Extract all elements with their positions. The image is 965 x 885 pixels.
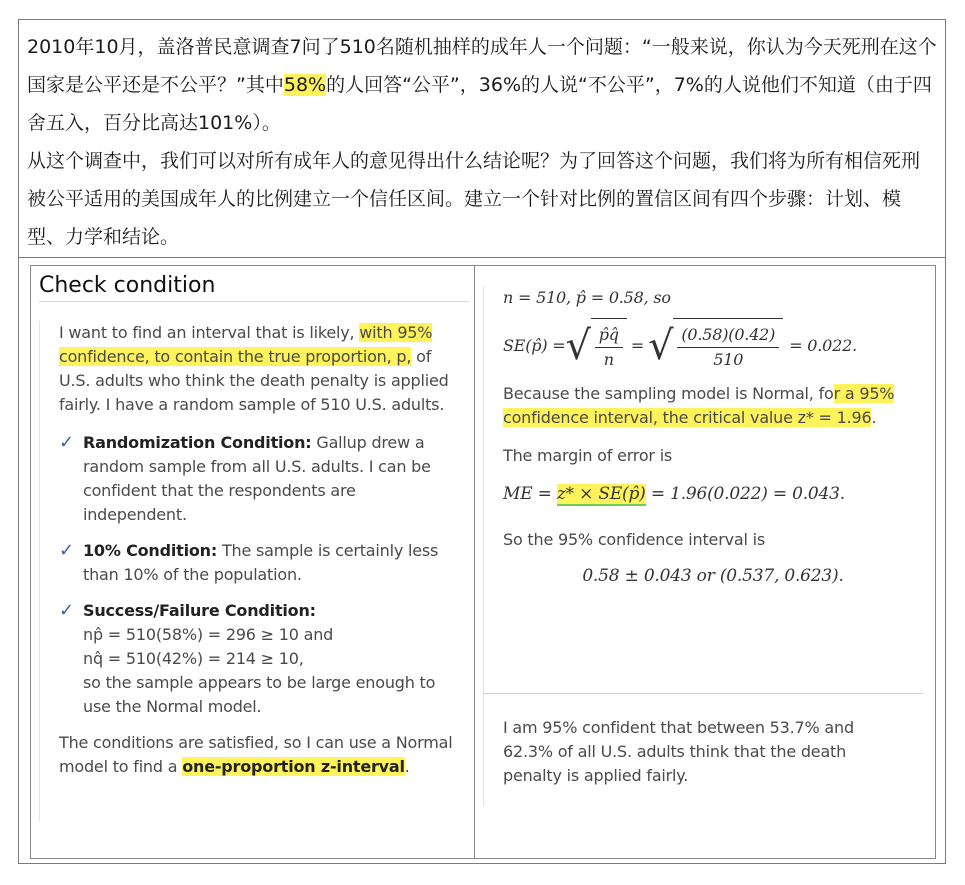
sqrt-2-body (673, 318, 783, 374)
left-margin-line (39, 321, 40, 821)
pq-numerator: p̂q̂ (595, 323, 623, 348)
right-margin-line (483, 286, 484, 806)
final-text-a: The conditions are satisfied, so I can use a Normal model to find a (59, 733, 453, 776)
success-failure-text (83, 599, 459, 719)
right-content (503, 286, 923, 588)
intro-text (27, 28, 937, 256)
plan-paragraph (59, 321, 459, 417)
z-interval-highlight: one-proportion z-interval (182, 757, 405, 776)
check-condition-title: Check condition (39, 273, 216, 298)
sqrt-2 (648, 318, 783, 374)
ten-percent-title: 10% Condition: (83, 541, 218, 560)
radical-icon: √ (648, 323, 674, 369)
left-content (59, 321, 459, 793)
sqrt-1-body (591, 318, 627, 374)
numeric-denominator: 510 (713, 350, 744, 369)
intro-p1-start: 2010年10月，盖洛普民意调查7问了510名随机抽样的成年人一个问题：“一般来说，你认为今天死刑在这个国家是公平还是不公平？”其中 (27, 36, 937, 96)
randomization-condition (59, 431, 459, 527)
margin-of-error-formula (503, 482, 923, 506)
intro-paragraph-2: 从这个调查中，我们可以对所有成年人的意见得出什么结论呢？为了回答这个问题，我们将为所有相信死刑被公平适用的美国成年人的比例建立一个信任区间。建立一个针对比例的置信区间有四个步骤：计划、模型、力学和结论。 (27, 150, 921, 248)
equals-sign: = (630, 336, 645, 355)
crit-text-b: . (871, 408, 877, 427)
given-values: n = 510, p̂ = 0.58, so (503, 288, 671, 307)
standard-error-formula (503, 314, 923, 378)
sqrt-1 (565, 318, 626, 374)
randomization-title: Randomization Condition: (83, 433, 312, 452)
randomization-text (83, 431, 459, 527)
numeric-numerator: (0.58)(0.42) (677, 323, 779, 348)
se-lhs: SE(p̂) = (503, 336, 566, 355)
ten-percent-condition (59, 539, 459, 587)
textbook-figure (30, 265, 936, 859)
radical-icon: √ (565, 323, 591, 369)
critical-value-paragraph (503, 382, 923, 430)
critical-value-highlight: r a 95% confidence interval, the critical value z* = 1.96 (503, 384, 895, 427)
success-failure-title: Success/Failure Condition: (83, 601, 316, 620)
me-rhs: = 1.96(0.022) = 0.043. (650, 484, 845, 504)
highlight-58: 58% (283, 74, 327, 96)
ten-percent-text (83, 539, 459, 587)
numeric-fraction (677, 323, 779, 372)
plan-text-a: I want to find an interval that is likely, (59, 323, 355, 342)
checkmark-icon: ✓ (59, 540, 74, 561)
final-text-b: . (404, 757, 410, 776)
ci-label: So the 95% confidence interval is (503, 530, 765, 549)
check-condition-panel (31, 266, 474, 858)
conclusion-divider (483, 693, 923, 694)
confidence-interval: 0.58 ± 0.043 or (0.537, 0.623). (582, 566, 844, 586)
ten-percent-body: The sample is certainly less than 10% of the population. (83, 541, 439, 584)
se-result: = 0.022. (789, 336, 857, 355)
page-frame (18, 19, 946, 864)
title-rule (39, 301, 469, 302)
plan-highlight: with 95% confidence, to contain the true proportion, p, (59, 323, 433, 366)
pq-over-n (595, 323, 623, 372)
n-denominator: n (603, 350, 614, 369)
crit-text-a: Because the sampling model is Normal, fo (503, 384, 834, 403)
success-failure-conclusion: so the sample appears to be large enough to use the Normal model. (83, 673, 436, 716)
me-lhs: ME = (503, 484, 552, 504)
conclusion-text: I am 95% confident that between 53.7% and 62.3% of all U.S. adults think that the death penalty is applied fairly. (503, 718, 854, 785)
me-highlight: z* × SE(p̂) (556, 484, 646, 504)
intro-p1-end: 的人回答“公平”，36%的人说“不公平”，7%的人说他们不知道（由于四舍五入，百分比高达101%）。 (27, 74, 932, 134)
section-divider (19, 257, 945, 258)
nq-line: nq̂ = 510(42%) = 214 ≥ 10, (83, 649, 304, 668)
margin-of-error-label: The margin of error is (503, 446, 673, 465)
np-line: np̂ = 510(58%) = 296 ≥ 10 and (83, 625, 334, 644)
mechanics-panel (475, 266, 935, 858)
conditions-satisfied-paragraph (59, 731, 459, 779)
intro-paragraph-1 (27, 28, 937, 142)
checkmark-icon: ✓ (59, 432, 74, 453)
checkmark-icon: ✓ (59, 600, 74, 621)
success-failure-condition (59, 599, 459, 719)
plan-text-b: of U.S. adults who think the death penalty is applied fairly. I have a random sample of 510 U.S. adults. (59, 347, 449, 414)
randomization-body: Gallup drew a random sample from all U.S. adults. I can be confident that the respondents are independent. (83, 433, 431, 524)
